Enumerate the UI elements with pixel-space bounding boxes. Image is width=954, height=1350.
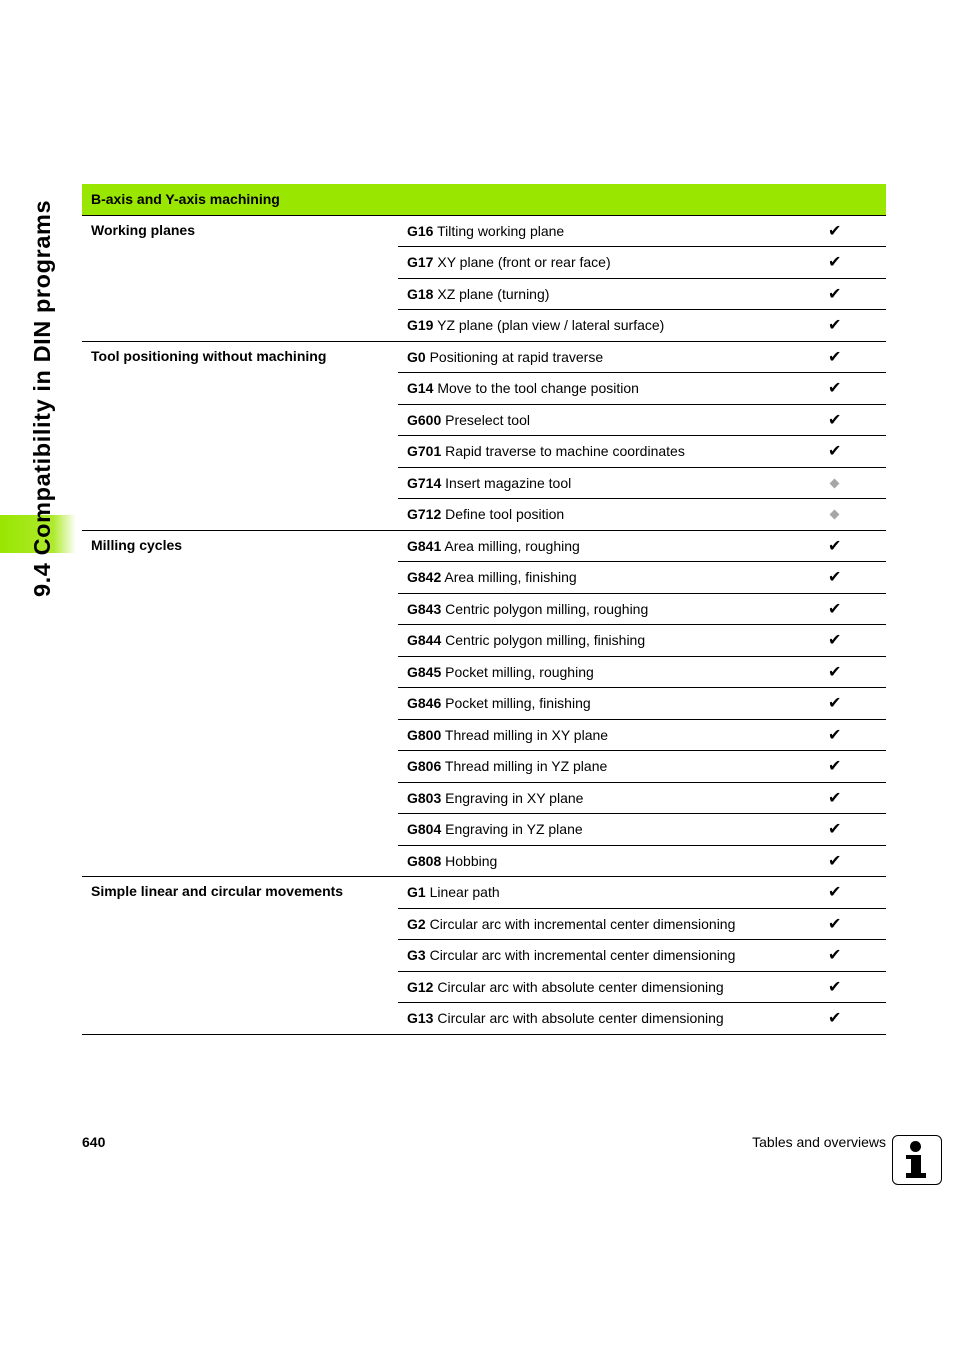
function-cell [398,247,828,279]
group-label: Milling cycles [82,530,398,877]
g-code: G712 [407,506,442,523]
g-code: G701 [407,443,442,460]
function-cell [398,1003,828,1035]
g-code: G714 [407,474,442,491]
function-description: Hobbing [445,852,498,869]
availability-cell [828,940,886,972]
group-label: Working planes [82,215,398,341]
function-cell [398,467,828,499]
g-code: G14 [407,380,434,397]
check-icon: ✔ [828,348,842,366]
function-description: Circular arc with incremental center dimensioning [429,947,736,964]
table-row [82,215,886,247]
function-description: Tilting working plane [437,222,565,239]
g-code: G803 [407,789,442,806]
availability-cell [828,625,886,657]
function-cell [398,908,828,940]
group-label: Tool positioning without machining [82,341,398,530]
g-code: G804 [407,821,442,838]
availability-cell [828,656,886,688]
function-description: Insert magazine tool [445,474,572,491]
function-cell [398,625,828,657]
availability-cell [828,908,886,940]
availability-cell [828,467,886,499]
check-icon: ✔ [828,317,842,335]
check-icon: ✔ [828,726,842,744]
page-number: 640 [82,1134,106,1150]
table-header: B-axis and Y-axis machining [82,184,886,215]
function-cell [398,373,828,405]
availability-cell [828,562,886,594]
function-cell [398,971,828,1003]
function-cell [398,877,828,909]
check-icon: ✔ [828,600,842,618]
function-description: Preselect tool [445,411,530,428]
function-description: Positioning at rapid traverse [429,348,604,365]
function-cell [398,782,828,814]
availability-cell [828,688,886,720]
g-code: G806 [407,758,442,775]
availability-cell [828,971,886,1003]
info-icon [892,1135,942,1185]
function-cell [398,530,828,562]
chapter-title: 9.4 Compatibility in DIN programs [29,199,55,597]
function-cell [398,341,828,373]
function-description: Circular arc with absolute center dimensioning [437,978,724,995]
availability-cell [828,593,886,625]
function-cell [398,562,828,594]
availability-cell [828,814,886,846]
g-code: G845 [407,663,442,680]
g-code: G18 [407,285,434,302]
check-icon: ✔ [828,663,842,681]
function-description: Centric polygon milling, finishing [445,632,646,649]
function-cell [398,656,828,688]
check-icon: ✔ [828,285,842,303]
availability-cell [828,436,886,468]
availability-cell [828,310,886,342]
check-icon: ✔ [828,758,842,776]
function-description: Circular arc with incremental center dimensioning [429,915,736,932]
g-code: G0 [407,348,426,365]
check-icon: ✔ [828,632,842,650]
table-row [82,341,886,373]
table-row [82,877,886,909]
g-code: G2 [407,915,426,932]
function-cell [398,688,828,720]
function-cell [398,593,828,625]
function-cell [398,940,828,972]
g-code: G808 [407,852,442,869]
availability-cell [828,499,886,531]
availability-cell [828,341,886,373]
function-description: Thread milling in XY plane [444,726,609,743]
availability-cell [828,877,886,909]
function-description: Move to the tool change position [437,380,639,397]
function-cell [398,278,828,310]
check-icon: ✔ [828,789,842,807]
compatibility-table [82,184,886,1035]
g-code: G800 [407,726,442,743]
check-icon: ✔ [828,380,842,398]
function-description: Circular arc with absolute center dimensioning [437,1010,724,1027]
check-icon: ✔ [828,821,842,839]
check-icon: ✔ [828,443,842,461]
group-label: Simple linear and circular movements [82,877,398,1035]
function-description: Linear path [429,884,500,901]
g-code: G841 [407,537,442,554]
availability-cell [828,278,886,310]
function-cell [398,404,828,436]
g-code: G12 [407,978,434,995]
check-icon: ✔ [828,254,842,272]
availability-cell [828,215,886,247]
availability-cell [828,1003,886,1035]
function-description: Thread milling in YZ plane [444,758,608,775]
function-description: Pocket milling, finishing [445,695,591,712]
availability-cell [828,404,886,436]
g-code: G843 [407,600,442,617]
check-icon: ✔ [828,852,842,870]
function-description: Engraving in YZ plane [445,821,583,838]
check-icon: ✔ [828,695,842,713]
function-cell [398,215,828,247]
function-cell [398,814,828,846]
footer-section-label: Tables and overviews [752,1134,886,1150]
availability-cell [828,247,886,279]
check-icon: ✔ [828,1010,842,1028]
g-code: G13 [407,1010,434,1027]
availability-cell [828,719,886,751]
availability-cell [828,373,886,405]
function-description: Area milling, roughing [444,537,580,554]
g-code: G19 [407,317,434,334]
g-code: G844 [407,632,442,649]
check-icon: ✔ [828,947,842,965]
function-description: Area milling, finishing [444,569,577,586]
table-header-row [82,184,886,215]
availability-cell [828,782,886,814]
function-cell [398,845,828,877]
check-icon: ✔ [828,915,842,933]
table-row [82,530,886,562]
g-code: G846 [407,695,442,712]
function-cell [398,436,828,468]
function-description: Pocket milling, roughing [445,663,594,680]
availability-cell [828,751,886,783]
function-description: Engraving in XY plane [445,789,584,806]
function-cell [398,499,828,531]
function-description: Rapid traverse to machine coordinates [445,443,685,460]
check-icon: ✔ [828,884,842,902]
function-cell [398,719,828,751]
diamond-icon [830,510,840,520]
availability-cell [828,530,886,562]
function-description: XZ plane (turning) [437,285,550,302]
function-description: XY plane (front or rear face) [437,254,611,271]
function-cell [398,310,828,342]
g-code: G600 [407,411,442,428]
check-icon: ✔ [828,569,842,587]
availability-cell [828,845,886,877]
check-icon: ✔ [828,411,842,429]
g-code: G842 [407,569,442,586]
function-description: YZ plane (plan view / lateral surface) [437,317,665,334]
g-code: G1 [407,884,426,901]
function-description: Centric polygon milling, roughing [445,600,649,617]
check-icon: ✔ [828,537,842,555]
check-icon: ✔ [828,978,842,996]
g-code: G16 [407,222,434,239]
diamond-icon [830,478,840,488]
function-cell [398,751,828,783]
function-description: Define tool position [445,506,565,523]
check-icon: ✔ [828,222,842,240]
g-code: G17 [407,254,434,271]
g-code: G3 [407,947,426,964]
